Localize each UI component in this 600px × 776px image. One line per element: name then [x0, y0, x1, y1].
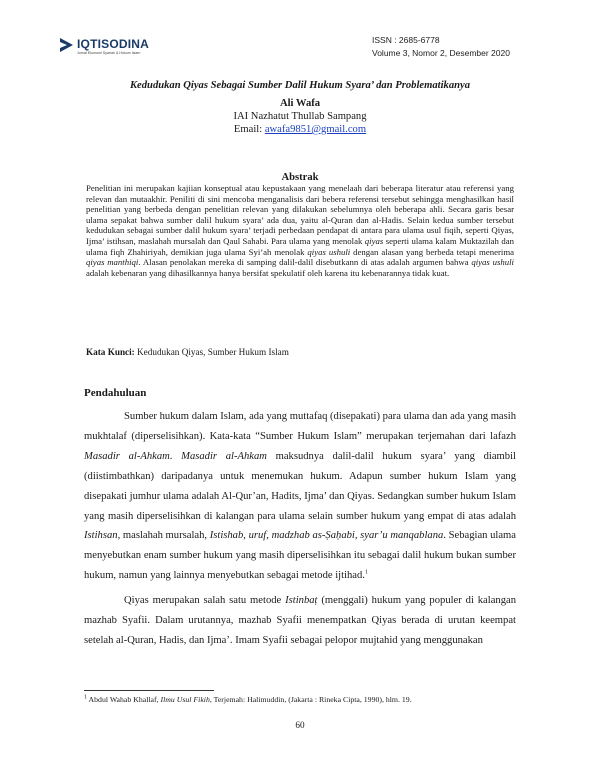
- author-name: Ali Wafa: [279, 98, 321, 109]
- body-italic-term: Masadir al-Ahkam: [181, 450, 267, 462]
- footnote-divider: [84, 690, 214, 691]
- issn-block: [372, 34, 510, 60]
- page-number: 60: [295, 720, 305, 730]
- abstract-italic-term: qiyas ushuli: [471, 257, 514, 268]
- abstract-text-run: adalah kebenaran yang dihasilkannya hanya bersifat spekulatif oleh karena itu kebenarannya tidak kuat.: [86, 267, 450, 278]
- keywords-value: Kedudukan Qiyas, Sumber Hukum Islam: [134, 347, 289, 357]
- journal-name: IQTISODINA: [77, 37, 150, 51]
- abstract-heading: Abstrak: [281, 172, 319, 183]
- abstract-text-run: seperti ulama kalam Muktazilah dan ulama fiqh Zhahiriyah, demikian juga ulama Syi’ah menolak: [86, 235, 514, 257]
- body-text-run: Sumber hukum dalam Islam, ada yang muttafaq (disepakati) para ulama dan ada yang masih mukhtalaf (diperselisihkan). Kata-kata “Sumber Hukum Islam” merupakan terjemahan dari lafazh: [84, 411, 516, 442]
- issn: ISSN : 2685-6778: [372, 35, 440, 45]
- body-text-run: Qiyas merupakan salah satu metode: [124, 595, 286, 607]
- body-paragraph-1: [84, 407, 516, 586]
- footnote-text-run: , Terjemah: Halimuddin, (Jakarta : Rineka Cipta, 1990), hlm. 19.: [209, 695, 412, 704]
- keywords-label: Kata Kunci:: [86, 347, 135, 357]
- abstract-italic-term: qiyas ushuli: [307, 246, 351, 257]
- body-text-run: , maslahah mursalah,: [117, 530, 210, 542]
- body-italic-term: Istinbaṭ: [285, 595, 318, 607]
- body-italic-term: Istishab, uruf, madzhab as-Ṣaḥabi, syar’u manqablana: [209, 530, 444, 542]
- body-text-run: (menggali) hukum yang populer di kalangan mazhab Syafii. Dalam urutannya, mazhab Syafii menempatkan Qiyas berada di urutan keempat setelah al-Quran, Hadis, dan Ijma’. Imam Syafii sebagai pelopor mujtahid yang menggunakan: [84, 595, 516, 646]
- abstract-italic-term: qiyas: [364, 235, 384, 246]
- body-text-run: maksudnya dalil-dalil hukum syara’ yang diambil (diistimbathkan) daripadanya untuk menemukan hukum. Adapun sumber hukum Islam yang disepakati jumhur ulama adalah Al-Qur’an, Hadits, Ijma’ dan Qiyas. Sedangkan sumber hukum Islam yang masih diperselisihkan di kalangan para ulama selain sumber hukum yang empat di atas adalah: [84, 450, 516, 522]
- abstract-text: [86, 183, 514, 278]
- body-text: [84, 407, 516, 651]
- keywords-line: [86, 347, 289, 357]
- footnote-italic-title: Ilmu Usul Fikih: [160, 695, 210, 704]
- journal-logo: [58, 36, 168, 60]
- body-italic-term: Masadir al-Ahkam: [84, 450, 170, 462]
- email-link[interactable]: awafa9851@gmail.com: [264, 124, 367, 135]
- abstract-text-run: dengan alasan yang berbeda tetapi menerima: [350, 246, 515, 257]
- email-label: Email:: [233, 124, 265, 135]
- section-heading: Pendahuluan: [84, 387, 147, 399]
- triangle-arrow-icon: [58, 37, 74, 53]
- body-text-run: . Sebagian ulama menyebutkan enam sumber hukum yang masih diperselisihkan itu sebagai dalil hukum bukan sumber hukum, namun yang lainnya menyebutkan sebagai metode ijtihad.: [84, 530, 516, 582]
- abstract-italic-term: qiyas manthiqi: [86, 257, 139, 268]
- author-block: [60, 97, 540, 136]
- author-email-line: [60, 123, 540, 136]
- footnote-reference[interactable]: 1: [364, 569, 368, 576]
- volume-info: Volume 3, Nomor 2, Desember 2020: [372, 48, 510, 58]
- abstract-paragraph: [86, 183, 514, 278]
- footnote: [84, 695, 412, 704]
- journal-tagline: Jurnal Ekonomi Syariah & Hukum Islam: [77, 51, 141, 55]
- body-text-run: .: [169, 450, 182, 462]
- body-italic-term: Istihsan: [84, 530, 118, 542]
- body-paragraph-2: [84, 591, 516, 651]
- abstract-text-run: Penelitian ini merupakan kajiian konseptual atau kepustakaan yang menelaah dari beberapa literatur atau referensi yang relevan dan mutaakhir. Peniliti di sini mencoba menganalisis dari bebera referensi tersebut sehingga menghasilkan hasil penelitian yang berbeda dengan penelitian relevan yang dilakukan sebelumnya oleh beberapa ahli. Secara garis besar ulama sepakat bahwa sumber dalil hukum syara’ ada dua, yaitu al-Quran dan al-Hadis. Selain kedua sumber tersebut kedudukan sebagai sumber dalil hukum syara’ terjadi perbedaan pendapat di antara para ulama usul fiqih, seperti Qiyas, Ijma’ istihsan, maslahah mursalah dan Qaul Sahabi. Para ulama yang menolak: [86, 183, 514, 246]
- article-title: Kedudukan Qiyas Sebagai Sumber Dalil Hukum Syara’ dan Problematikanya: [129, 80, 471, 91]
- abstract-text-run: . Alasan penolakan mereka di samping dalil-dalil disebutkann di atas adalah argumen bahwa: [138, 257, 472, 268]
- footnote-number: 1: [84, 694, 87, 701]
- footnote-text-run: Abdul Wahab Khallaf,: [87, 695, 161, 704]
- author-affiliation: IAI Nazhatut Thullab Sampang: [233, 111, 367, 122]
